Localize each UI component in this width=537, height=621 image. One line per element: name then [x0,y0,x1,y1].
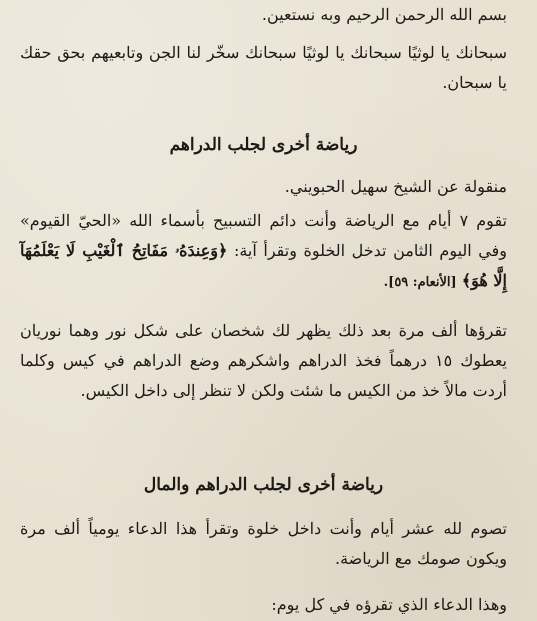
verse-reference: [الأنعام: ٥٩]. [383,275,457,290]
section-heading-dirhams-money: رياضة أخرى لجلب الدراهم والمال [143,475,384,495]
basmala-line: بسم الله الرحمن الرحيم وبه نستعين. [261,5,507,24]
section-heading-dirhams: رياضة أخرى لجلب الدراهم [169,135,358,155]
invocation-paragraph: سبحانك يا لوثيًا سبحانك يا لوثيًا سبحانك سخّر لنا الجن وتابعيهم بحق حقك يا سبحان. [20,43,507,92]
fasting-paragraph: تصوم لله عشر أيام وأنت داخل خلوة وتقرأ هذا الدعاء يومياً ألف مرة ويكون صومك مع الرياضة. [20,519,507,568]
source-line: منقولة عن الشيخ سهيل الحبويني. [284,177,507,196]
instructions-text: تقوم ٧ أيام مع الرياضة وأنت دائم التسبيح بأسماء الله «الحيّ القيوم» وفي اليوم الثامن تدخل الخلوة وتقرأ آية: [20,211,508,260]
result-paragraph: تقرؤها ألف مرة بعد ذلك يظهر لك شخصان على شكل نور وهما نوريان يعطوك ١٥ درهماً فخذ الدراهم واشكرهم وضع الدراهم في كيس وكلما أردت مالاً خذ من الكيس ما شئت ولكن لا تنظر إلى داخل الكيس. [20,321,507,400]
instructions-paragraph [20,206,507,298]
prayer-intro-line: وهذا الدعاء الذي تقرؤه في كل يوم: [271,595,507,614]
quran-verse: ﴿وَعِندَهُۥ مَفَاتِحُ ٱلْغَيْبِ لَا يَعْلَمُهَآ إِلَّا هُوَ﴾ [20,241,507,290]
